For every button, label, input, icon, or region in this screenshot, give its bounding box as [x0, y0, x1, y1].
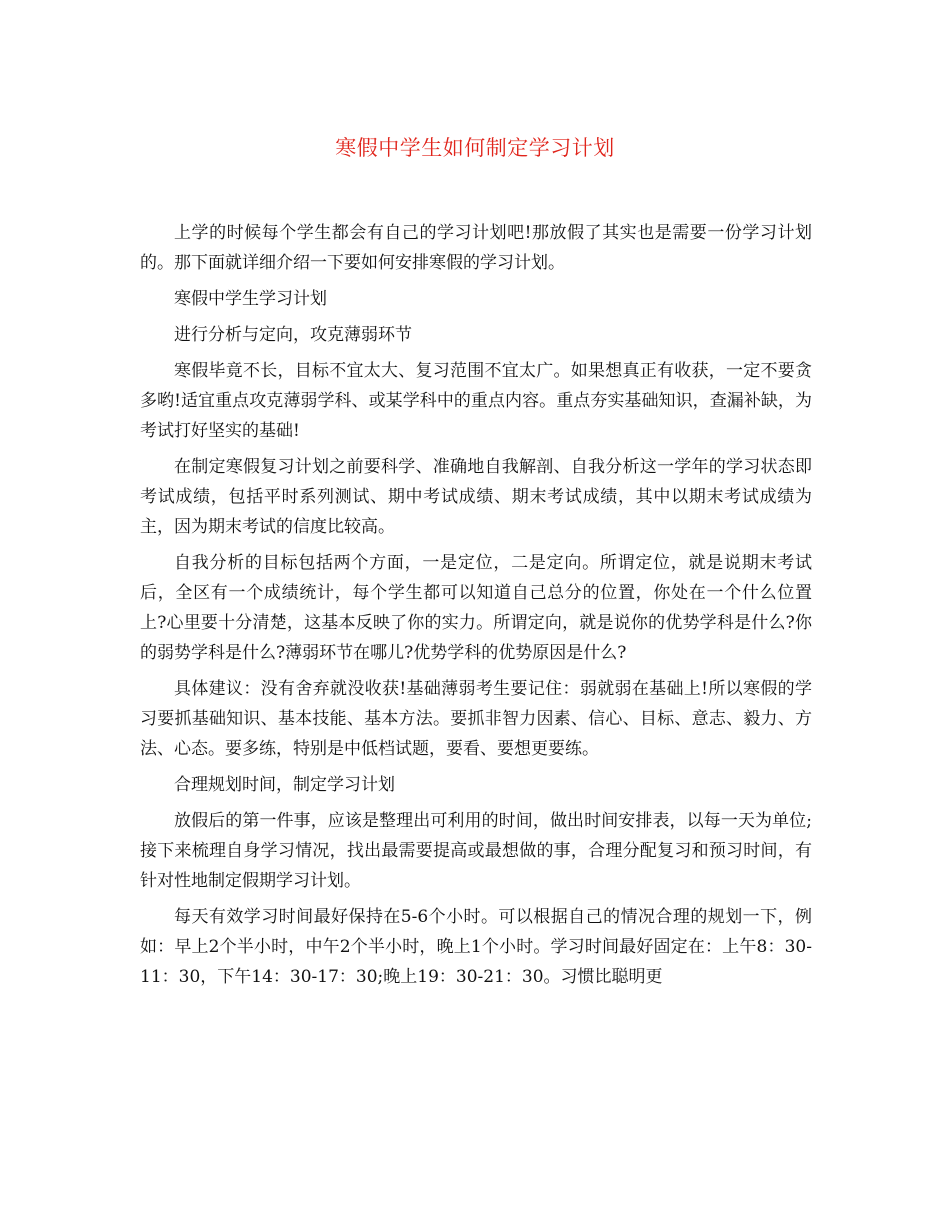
- paragraph-intro: 上学的时候每个学生都会有自己的学习计划吧!那放假了其实也是需要一份学习计划的。那下面就详细介绍一下要如何安排寒假的学习计划。: [140, 223, 812, 273]
- section-heading-schedule: 合理规划时间，制定学习计划: [174, 775, 395, 795]
- section-heading-analysis: 进行分析与定向，攻克薄弱环节: [174, 325, 412, 345]
- paragraph-advice: 具体建议：没有舍弃就没收获!基础薄弱考生要记住：弱就弱在基础上!所以寒假的学习要抓基础知识、基本技能、基本方法。要抓非智力因素、信心、目标、意志、毅力、方法、心态。要多练，特别是中低档试题，要看、要想更要练。: [140, 679, 812, 759]
- document-body: [140, 218, 812, 998]
- section-heading-plan: 寒假中学生学习计划: [174, 289, 327, 309]
- paragraph-positioning: 自我分析的目标包括两个方面，一是定位，二是定向。所谓定位，就是说期末考试后，全区有一个成绩统计，每个学生都可以知道自己总分的位置，你处在一个什么位置上?心里要十分清楚，这基本反映了你的实力。所谓定向，就是说你的优势学科是什么?你的弱势学科是什么?薄弱环节在哪儿?优势学科的优势原因是什么?: [140, 553, 812, 663]
- paragraph-self-analysis: 在制定寒假复习计划之前要科学、准确地自我解剖、自我分析这一学年的学习状态即考试成绩，包括平时系列测试、期中考试成绩、期末考试成绩，其中以期末考试成绩为主，因为期末考试的信度比较高。: [140, 457, 812, 537]
- paragraph-first-step: 放假后的第一件事，应该是整理出可利用的时间，做出时间安排表，以每一天为单位;接下来梳理自身学习情况，找出最需要提高或最想做的事，合理分配复习和预习时间，有针对性地制定假期学习计划。: [140, 811, 812, 891]
- paragraph-goals: 寒假毕竟不长，目标不宜太大、复习范围不宜太广。如果想真正有收获，一定不要贪多哟!适宜重点攻克薄弱学科、或某学科中的重点内容。重点夯实基础知识，查漏补缺，为考试打好坚实的基础!: [140, 361, 812, 441]
- document-title: 寒假中学生如何制定学习计划: [335, 136, 615, 160]
- paragraph-daily-hours: 每天有效学习时间最好保持在5-6个小时。可以根据自己的情况合理的规划一下，例如：早上2个半小时，中午2个半小时，晚上1个小时。学习时间最好固定在：上午8：30-11：30，下午14：30-17：30;晚上19：30-21：30。习惯比聪明更: [140, 907, 812, 987]
